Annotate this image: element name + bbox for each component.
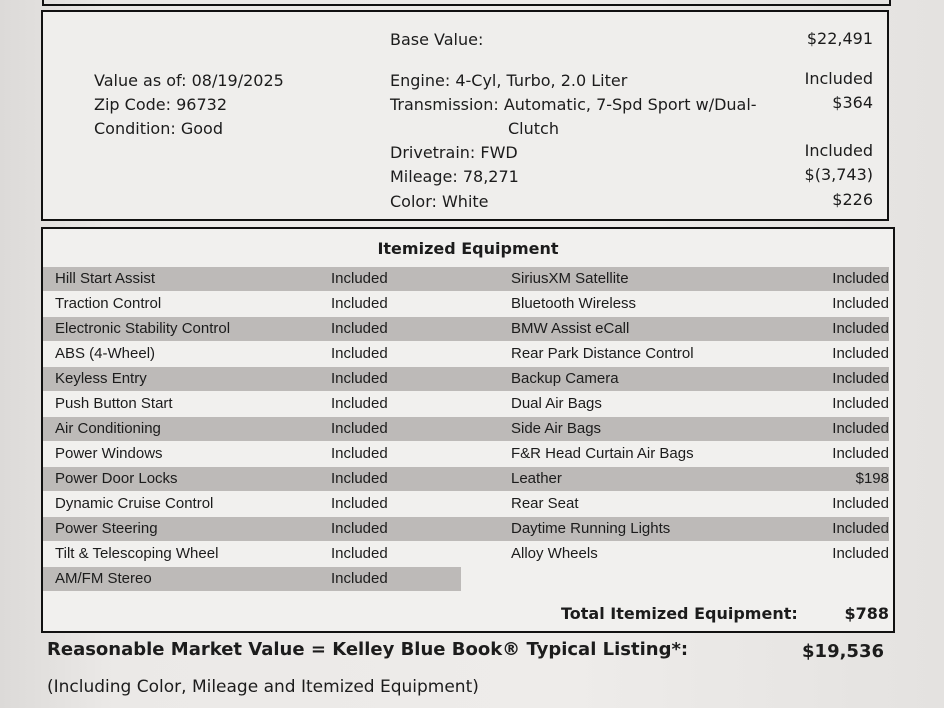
row-shading (43, 367, 889, 391)
equipment-name: BMW Assist eCall (511, 320, 630, 337)
equipment-status: $198 (855, 470, 889, 487)
color (390, 192, 489, 212)
color-adjustment: $226 (832, 190, 873, 209)
value-as-of-label: Value as of: (94, 71, 187, 90)
equipment-status: Included (331, 270, 388, 287)
color-label: Color: (390, 192, 437, 211)
reasonable-market-value-label: Reasonable Market Value = Kelley Blue Book® Typical Listing*: (47, 639, 689, 660)
equipment-name: Push Button Start (55, 395, 173, 412)
equipment-status: Included (331, 445, 388, 462)
equipment-status: Included (832, 520, 889, 537)
equipment-name: Rear Seat (511, 495, 579, 512)
total-itemized-value: $788 (844, 604, 889, 623)
equipment-status: Included (331, 470, 388, 487)
equipment-name: ABS (4-Wheel) (55, 345, 156, 362)
engine (390, 71, 627, 91)
previous-box-edge (42, 0, 891, 6)
equipment-status: Included (832, 320, 889, 337)
base-value: $22,491 (806, 29, 873, 48)
base-value-label: Base Value: (390, 30, 484, 49)
equipment-status: Included (832, 345, 889, 362)
row-shading (43, 417, 889, 441)
value-as-of (94, 71, 284, 91)
equipment-name: Electronic Stability Control (55, 320, 231, 337)
reasonable-market-value: $19,536 (802, 641, 884, 662)
vehicle-summary-box (41, 10, 889, 221)
condition-label: Condition: (94, 119, 176, 138)
engine-label: Engine: (390, 71, 451, 90)
including-note: (Including Color, Mileage and Itemized Equipment) (47, 677, 479, 697)
mileage-label: Mileage: (390, 167, 458, 186)
equipment-status: Included (331, 370, 388, 387)
equipment-name: SiriusXM Satellite (511, 270, 629, 287)
engine-adjustment: Included (804, 69, 873, 88)
equipment-status: Included (832, 495, 889, 512)
equipment-status: Included (331, 395, 388, 412)
condition (94, 119, 223, 139)
transmission-value-cont: Clutch (508, 119, 559, 138)
equipment-status: Included (832, 445, 889, 462)
equipment-name: Power Steering (55, 520, 158, 537)
equipment-status: Included (832, 270, 889, 287)
equipment-status: Included (832, 395, 889, 412)
transmission (390, 95, 757, 115)
itemized-equipment-box (41, 227, 895, 633)
equipment-status: Included (331, 520, 388, 537)
equipment-name: Backup Camera (511, 370, 619, 387)
equipment-name: F&R Head Curtain Air Bags (511, 445, 694, 462)
equipment-name: Side Air Bags (511, 420, 602, 437)
drivetrain-adjustment: Included (804, 141, 873, 160)
total-itemized-label: Total Itemized Equipment: (561, 604, 798, 623)
equipment-name: Rear Park Distance Control (511, 345, 694, 362)
row-shading (43, 517, 889, 541)
equipment-name: Leather (511, 470, 562, 487)
equipment-name: Dual Air Bags (511, 395, 602, 412)
equipment-name: Keyless Entry (55, 370, 147, 387)
drivetrain (390, 143, 518, 163)
equipment-name: AM/FM Stereo (55, 570, 152, 587)
equipment-name: Tilt & Telescoping Wheel (55, 545, 219, 562)
zip-code-value: 96732 (176, 95, 227, 114)
equipment-name: Bluetooth Wireless (511, 295, 637, 312)
equipment-status: Included (331, 570, 388, 587)
itemized-equipment-title: Itemized Equipment (377, 239, 559, 258)
drivetrain-label: Drivetrain: (390, 143, 476, 162)
condition-value: Good (180, 119, 223, 138)
equipment-status: Included (331, 345, 388, 362)
equipment-status: Included (832, 370, 889, 387)
zip-code (94, 95, 227, 115)
equipment-status: Included (331, 295, 388, 312)
mileage-value: 78,271 (462, 167, 519, 186)
transmission-adjustment: $364 (832, 93, 873, 112)
value-as-of-date: 08/19/2025 (191, 71, 284, 90)
equipment-name: Alloy Wheels (511, 545, 598, 562)
equipment-status: Included (832, 420, 889, 437)
equipment-name: Hill Start Assist (55, 270, 156, 287)
equipment-status: Included (331, 320, 388, 337)
zip-code-label: Zip Code: (94, 95, 171, 114)
equipment-name: Daytime Running Lights (511, 520, 671, 537)
equipment-name: Power Door Locks (55, 470, 178, 487)
engine-value: 4-Cyl, Turbo, 2.0 Liter (455, 71, 628, 90)
equipment-status: Included (832, 545, 889, 562)
color-value: White (441, 192, 489, 211)
mileage (390, 167, 519, 187)
equipment-status: Included (331, 545, 388, 562)
equipment-status: Included (832, 295, 889, 312)
equipment-name: Air Conditioning (55, 420, 161, 437)
transmission-label: Transmission: (390, 95, 499, 114)
equipment-status: Included (331, 495, 388, 512)
mileage-adjustment: $(3,743) (804, 165, 873, 184)
equipment-name: Dynamic Cruise Control (55, 495, 214, 512)
equipment-status: Included (331, 420, 388, 437)
row-shading (43, 267, 889, 291)
equipment-name: Traction Control (55, 295, 162, 312)
transmission-value: Automatic, 7-Spd Sport w/Dual- (503, 95, 757, 114)
drivetrain-value: FWD (480, 143, 518, 162)
equipment-name: Power Windows (55, 445, 163, 462)
